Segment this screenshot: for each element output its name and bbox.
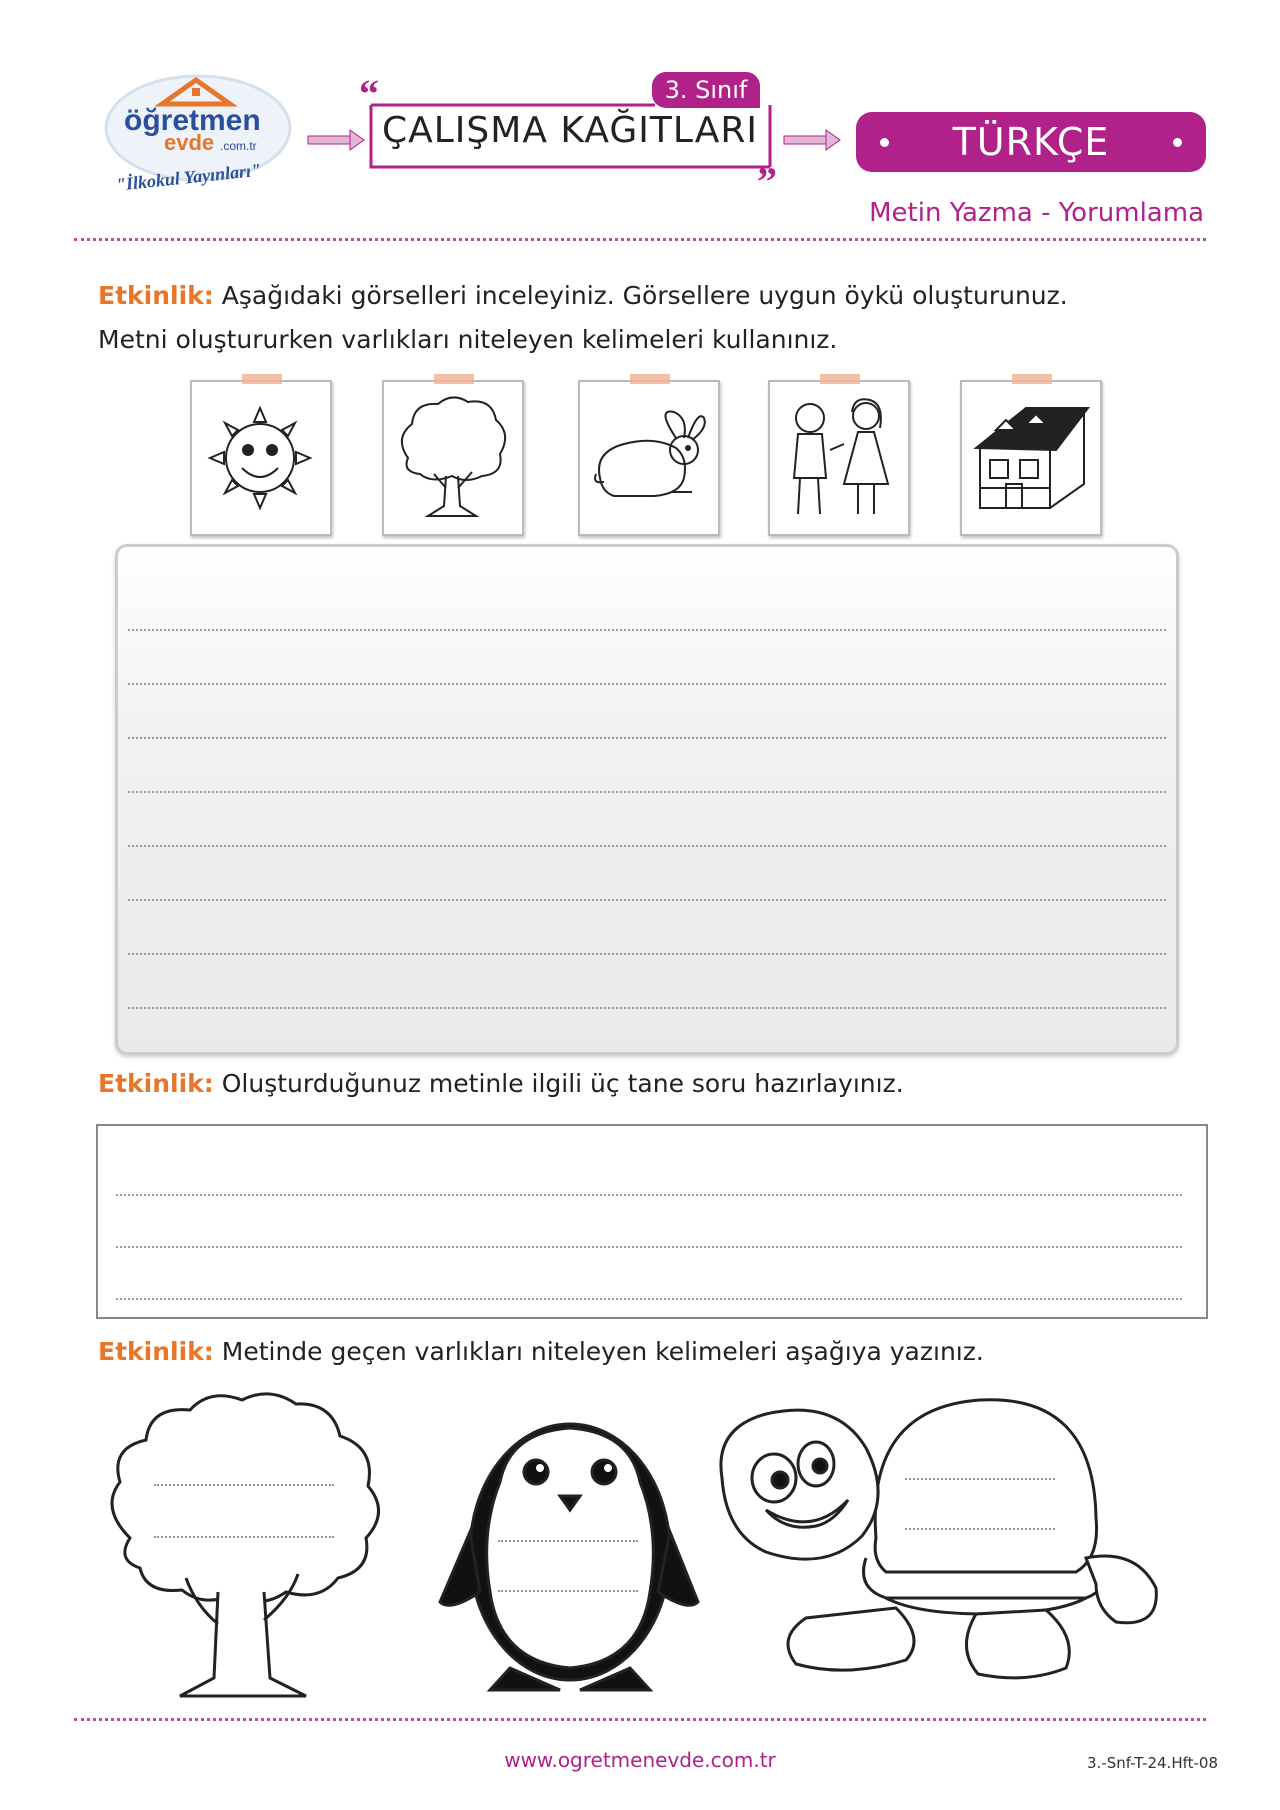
dot-icon [1173, 138, 1182, 147]
svg-text:“: “ [359, 71, 379, 116]
writing-line[interactable] [498, 1540, 638, 1542]
writing-line[interactable] [128, 845, 1166, 847]
activity-3-instruction [98, 1330, 984, 1374]
story-writing-area[interactable] [115, 544, 1179, 1055]
grade-badge: 3. Sınıf [652, 72, 760, 108]
image-card-tree [382, 380, 524, 536]
writing-line[interactable] [128, 1007, 1166, 1009]
activity-text-line1: Aşağıdaki görselleri inceleyiniz. Görsellere uygun öykü oluşturunuz. [221, 281, 1068, 310]
header-divider [74, 238, 1206, 241]
writing-line[interactable] [128, 899, 1166, 901]
writing-line[interactable] [128, 953, 1166, 955]
activity-label: Etkinlik: [98, 281, 214, 310]
rabbit-icon [584, 388, 712, 526]
writing-line[interactable] [154, 1484, 334, 1486]
writing-line[interactable] [116, 1194, 1182, 1196]
document-code: 3.-Snf-T-24.Hft-08 [1087, 1754, 1218, 1772]
questions-writing-area[interactable] [96, 1124, 1208, 1319]
writing-line[interactable] [498, 1590, 638, 1592]
subject-badge [856, 112, 1206, 172]
publisher-logo [100, 60, 300, 210]
writing-line[interactable] [905, 1478, 1055, 1480]
activity-label: Etkinlik: [98, 1069, 214, 1098]
tree-drawing [100, 1388, 390, 1708]
arrow-right-icon [306, 128, 366, 152]
activity-text: Oluşturduğunuz metinle ilgili üç tane soru hazırlayınız. [221, 1069, 904, 1098]
logo-tagline-text: "İlkokul Yayınları" [114, 159, 262, 195]
logo-sub-text: evde [164, 130, 215, 155]
turtle-drawing [716, 1388, 1176, 1688]
writing-line[interactable] [116, 1246, 1182, 1248]
sun-icon [196, 388, 324, 526]
house-icon [966, 388, 1094, 526]
footer-divider [74, 1718, 1206, 1721]
writing-line[interactable] [154, 1536, 334, 1538]
arrow-right-icon [782, 128, 842, 152]
writing-line[interactable] [905, 1528, 1055, 1530]
writing-line[interactable] [128, 629, 1166, 631]
writing-line[interactable] [128, 791, 1166, 793]
page-title: ÇALIŞMA KAĞITLARI [381, 110, 759, 151]
children-icon [774, 388, 902, 526]
image-card-rabbit [578, 380, 720, 536]
image-card-sun [190, 380, 332, 536]
penguin-drawing [440, 1372, 700, 1696]
logo-domain-text: .com.tr [220, 139, 257, 153]
activity-text-line2: Metni oluştururken varlıkları niteleyen kelimeleri kullanınız. [98, 325, 838, 354]
topic-label: Metin Yazma - Yorumlama [869, 198, 1204, 228]
website-link[interactable]: www.ogretmenevde.com.tr [504, 1748, 776, 1772]
dot-icon [880, 138, 889, 147]
writing-line[interactable] [128, 737, 1166, 739]
writing-line[interactable] [116, 1298, 1182, 1300]
subject-label: TÜRKÇE [952, 120, 1110, 164]
activity-label: Etkinlik: [98, 1337, 214, 1366]
activity-text: Metinde geçen varlıkları niteleyen kelimeleri aşağıya yazınız. [221, 1337, 984, 1366]
image-card-children [768, 380, 910, 536]
writing-line[interactable] [128, 683, 1166, 685]
image-card-house [960, 380, 1102, 536]
tree-icon [388, 388, 516, 526]
svg-text:”: ” [757, 159, 777, 204]
logo-main-text: öğretmen [124, 104, 261, 137]
activity-1-instruction [98, 274, 1068, 362]
activity-2-instruction [98, 1062, 904, 1106]
